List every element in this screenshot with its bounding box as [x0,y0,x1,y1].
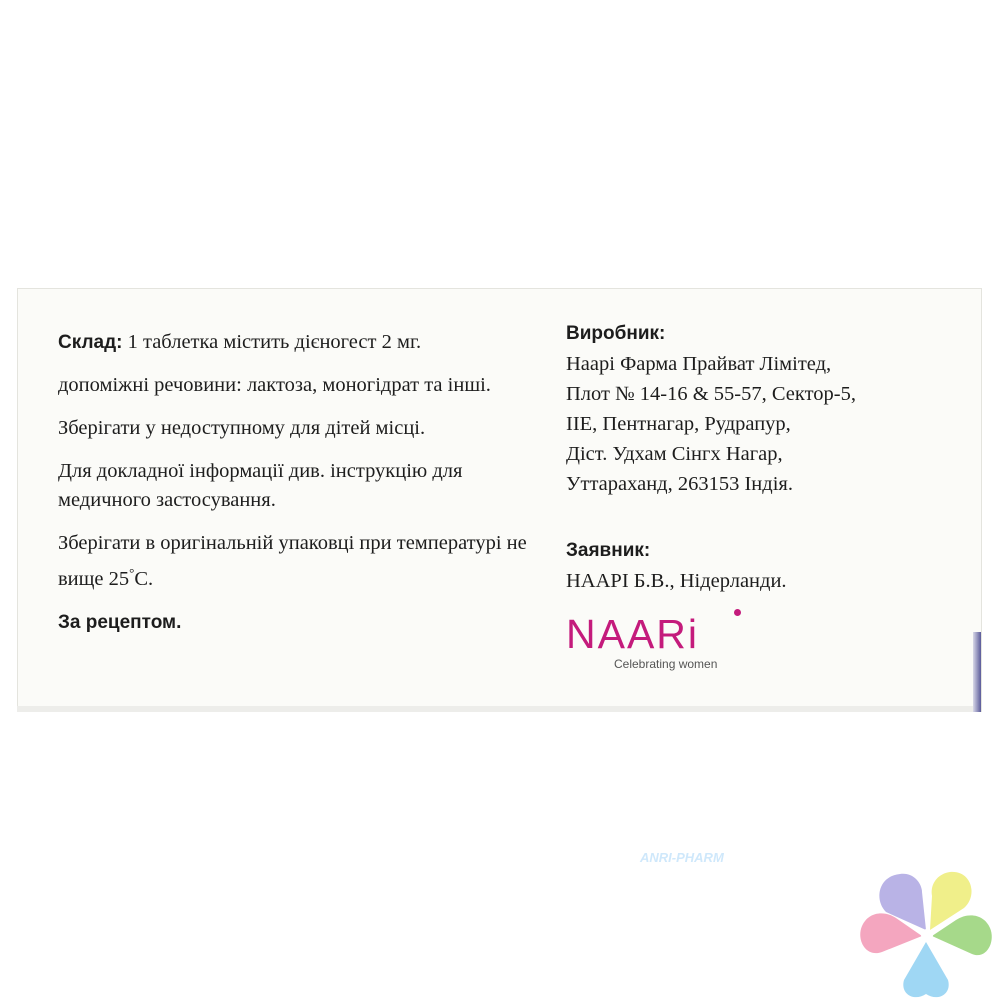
watermark-text: ANRI-PHARM [640,850,724,865]
composition-text: 1 таблетка містить дієногест 2 мг. [122,331,422,353]
prescription-text: За рецептом. [58,611,182,633]
manufacturer-label-line [566,318,976,349]
storage-children-line: Зберігати у недоступному для дітей місці. [58,417,426,439]
applicant-text: НААРІ Б.В., Нідерланди. [566,570,787,592]
applicant-label-line [566,535,976,566]
manufacturer-line: Уттараханд, 263153 Індія. [566,473,793,495]
logo-tagline: Celebrating women [614,657,718,671]
naari-logo [566,612,766,682]
instructions-line: Для докладної інформації див. інструкцію для медичного застосування. [58,460,463,511]
manufacturer-line: Дiст. Удхам Сінгх Нагар, [566,443,783,465]
flower-logo-icon [856,862,996,1000]
package-side-edge [973,632,981,712]
manufacturer-line: IIE, Пентнагар, Рудрапур, [566,413,791,435]
prescription-line [58,608,558,637]
manufacturer-line: Плот № 14-16 & 55-57, Сектор-5, [566,383,856,405]
petal-bottom [903,942,948,997]
logo-word: NAARi [566,611,700,657]
left-column [58,328,558,651]
storage-unit: С. [134,567,154,590]
degree-sign: ° [129,565,135,580]
applicant-label: Заявник: [566,540,651,561]
spacer [566,499,976,535]
storage-temp-line [58,529,558,594]
manufacturer-label: Виробник: [566,323,666,344]
right-column [566,318,976,596]
package-bottom-edge [17,706,980,712]
logo-dot [734,609,741,616]
storage-text: Зберігати в оригінальній упаковці при температурі не вище 25 [58,532,527,590]
manufacturer-line: Наарі Фарма Прайват Лімітед, [566,353,832,375]
excipients-line: допоміжні речовини: лактоза, моногідрат та інші. [58,374,491,396]
composition-line [58,328,558,357]
flower-center [921,929,933,941]
composition-label: Склад: [58,332,123,353]
